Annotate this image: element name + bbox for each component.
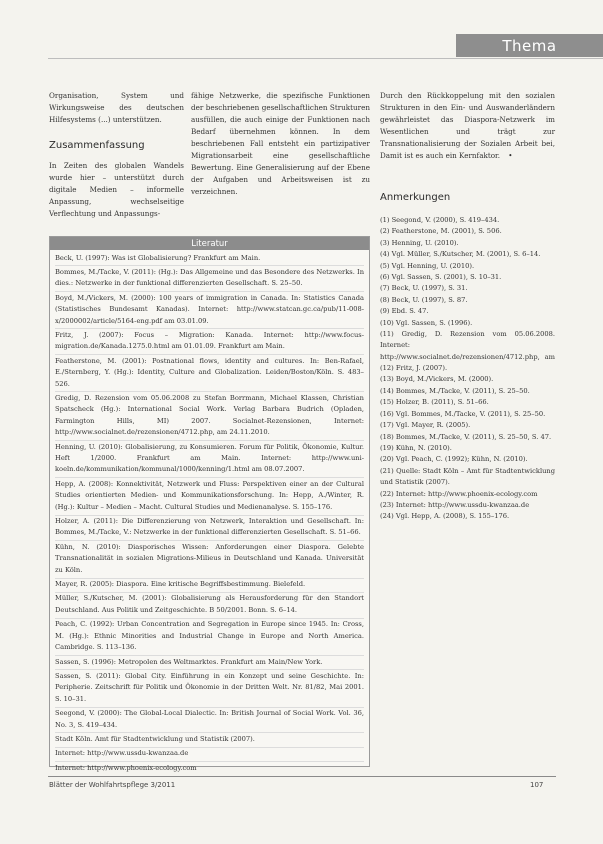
literature-entry: Stadt Köln. Amt für Stadtentwicklung und Statistik (2007). xyxy=(55,733,364,747)
note-item: (13) Boyd, M./Vickers, M. (2000). xyxy=(380,375,494,384)
literature-list xyxy=(50,250,369,776)
note-item: (12) Fritz, J. (2007). xyxy=(380,364,448,373)
literature-entry: Hepp, A. (2008): Konnektivität, Netzwerk und Fluss: Perspektiven einer an der Cultural Studies orientierten Medien- und Kommunikationsforschung. In: Hepp, A./Winter, R. (Hg.): Kultur – Medien – Macht. Cultural Studies und Medienanalyse. S. 155–176. xyxy=(55,478,364,515)
literature-entry: Featherstone, M. (2001): Postnational flows, identity and cultures. In: Ben-Rafael, E./Sternberg, Y. (Hg.): Identity, Culture and Globalization. Leiden/Boston/Köln. S. 483–526. xyxy=(55,355,364,392)
note-item: (10) Vgl. Sassen, S. (1996). xyxy=(380,318,473,327)
note-item: (2) Featherstone, M. (2001), S. 506. xyxy=(380,227,502,236)
continued-text: Organisation, System und Wirkungsweise des deutschen Hilfesystems (...) unterstützen. xyxy=(49,91,184,124)
page-number: 107 xyxy=(530,781,544,789)
note-item: (16) Vgl. Bommes, M./Tacke, V. (2011), S. 25–50. xyxy=(380,409,546,418)
literature-heading: Literatur xyxy=(50,237,369,250)
summary-block xyxy=(49,160,184,220)
column-left xyxy=(49,90,184,126)
note-item: (20) Vgl. Peach, C. (1992); Kühn, N. (2010). xyxy=(380,455,528,464)
footer-publication: Blätter der Wohlfahrtspflege 3/2011 xyxy=(49,781,176,789)
note-item: (1) Seegond, V. (2000), S. 419–434. xyxy=(380,216,500,224)
note-item: (11) Gredig, D. Rezension vom 05.06.2008. Internet: http://www.socialnet.de/rezensionen/4712.php, am xyxy=(380,330,555,361)
header-rule xyxy=(48,58,603,59)
literature-entry: Seegond, V. (2000): The Global-Local Dialectic. In: British Journal of Social Work. Vol. 36, No. 3, S. 419–434. xyxy=(55,708,364,734)
column-middle xyxy=(191,90,370,198)
literature-entry: Beck, U. (1997): Was ist Globalisierung? Frankfurt am Main. xyxy=(55,252,364,266)
note-item: (6) Vgl. Sassen, S. (2001), S. 10–31. xyxy=(380,273,502,282)
note-item: (15) Holzer, B. (2011), S. 51–66. xyxy=(380,398,489,407)
literature-entry: Kühn, N. (2010): Diasporisches Wissen: Anforderungen einer Diaspora. Gelebte Transnationalität in sozialen Migrations-Milieus in Deutschland und Kanada. Universität zu Köln. xyxy=(55,541,364,578)
notes-heading: Anmerkungen xyxy=(380,192,451,203)
middle-text: fähige Netzwerke, die spezifische Funktionen der beschriebenen gesellschaftlichen Strukturen ausfüllen, die auch einige der Funktionen nach Bedarf übernehmen können. In dem beschriebenen Fall entsteht ein partizipativer Migrationsarbeit eine gesellschaftliche Bewertung. Eine Generalisierung auf der Ebene der Aufgaben und Arbeitsweisen ist zu verzeichnen. xyxy=(191,91,370,196)
summary-heading: Zusammenfassung xyxy=(49,140,145,151)
note-item: (18) Bommes, M./Tacke, V. (2011), S. 25–50, S. 47. xyxy=(380,432,552,441)
literature-entry: Peach, C. (1992): Urban Concentration and Segregation in Europe since 1945. In: Cross, M. (Hg.): Ethnic Minorities and Industrial Change in Europe and North America. Cambridge. S. 113–136. xyxy=(55,619,364,656)
literature-entry: Boyd, M./Vickers, M. (2000): 100 years of immigration in Canada. In: Statistics Canada (Statistisches Bundesamt Kanadas). Internet: http://www.statcan.gc.ca/pub/11-008-x/2000002/article/5164-eng.pdf am 03.01.09. xyxy=(55,292,364,329)
literature-box xyxy=(49,236,370,772)
note-item: (21) Quelle: Stadt Köln – Amt für Stadtentwicklung und Statistik (2007). xyxy=(380,466,555,487)
right-text: Durch den Rückkoppelung mit den sozialen Strukturen in den Ein- und Auswanderländern gewährleistet das Diaspora-Netzwerk im Wesentlichen und trägt zur Transnationalisierung der Sozialen Arbeit bei, Damit ist es auch ein Kernfaktor. • xyxy=(380,91,555,160)
literature-entry: Henning, U. (2010): Globalisierung, zu Konsumieren. Forum für Politik, Ökonomie, Kultur. Heft 1/2000. Frankfurt am Main. Internet: http://www.uni-koeln.de/kommunikation/kommunal/1000/kenning/1.html am 08.07.2007. xyxy=(55,441,364,478)
literature-entry: Internet: http://www.phoenix-ecology.com xyxy=(55,763,197,772)
summary-text: In Zeiten des globalen Wandels wurde hier – unterstützt durch digitale Medien – informelle Anpassung, wechselseitige Verflechtung und Anpassungs- xyxy=(49,161,184,218)
note-item: (5) Vgl. Henning, U. (2010). xyxy=(380,261,475,270)
literature-entry: Sassen, S. (2011): Global City. Einführung in ein Konzept und seine Geschichte. In: Peripherie. Zeitschrift für Politik und Ökonomie in der Dritten Welt. Nr. 81/82, Mai 2001. S. 10–31. xyxy=(55,670,364,707)
literature-entry: Mayer, R. (2005): Diaspora. Eine kritische Begriffsbestimmung. Bielefeld. xyxy=(55,579,364,593)
note-item: (17) Vgl. Mayer, R. (2005). xyxy=(380,421,471,430)
note-item: (14) Bommes, M./Tacke, V. (2011), S. 25–50. xyxy=(380,386,530,395)
literature-entry: Bommes, M./Tacke, V. (2011): (Hg.): Das Allgemeine und das Besondere des Netzwerks. In dies.: Netzwerke in der funktional differenzierten Gesellschaft. S. 25–50. xyxy=(55,266,364,292)
literature-entry: Internet: http://www.ussdu-kwanzaa.de xyxy=(55,748,364,762)
literature-entry: Müller, S./Kutscher, M. (2001): Globalisierung als Herausforderung für den Standort Deutschland. Aus Politik und Zeitgeschichte. B 50/2001. Bonn. S. 6–14. xyxy=(55,593,364,619)
literature-entry: Sassen, S. (1996): Metropolen des Weltmarktes. Frankfurt am Main/New York. xyxy=(55,656,364,670)
note-item: (22) Internet: http://www.phoenix-ecology.com xyxy=(380,489,538,498)
section-tab: Thema xyxy=(456,34,603,57)
note-item: (7) Beck, U. (1997), S. 31. xyxy=(380,284,468,293)
notes-column xyxy=(380,205,555,523)
note-item: (4) Vgl. Müller, S./Kutscher, M. (2001), S. 6–14. xyxy=(380,250,541,259)
literature-entry: Fritz, J. (2007): Focus – Migration: Kanada. Internet: http://www.focus-migration.de/Kanada.1275.0.html am 01.01.09. Frankfurt am Main. xyxy=(55,329,364,355)
note-item: (8) Beck, U. (1997), S. 87. xyxy=(380,295,468,304)
end-bullet: • xyxy=(508,151,513,160)
note-item: (3) Henning, U. (2010). xyxy=(380,238,459,247)
literature-entry: Gredig, D. Rezension vom 05.06.2008 zu Stefan Borrmann, Michael Klassen, Christian Spatscheck (Hg.): International Social Work. Verlag Barbara Budrich (Opladen, Farmington Hills, MI) 2007. Socialnet-Rezensionen, Internet: http://www.socialnet.de/rezensionen/4712.php, am 24.11.2010. xyxy=(55,392,364,441)
note-item: (9) Ebd. S. 47. xyxy=(380,307,429,316)
footer-rule xyxy=(48,776,556,777)
notes-list xyxy=(380,215,555,523)
note-item: (19) Kühn, N. (2010). xyxy=(380,443,452,452)
note-item: (23) Internet: http://www.ussdu-kwanzaa.de xyxy=(380,500,530,509)
literature-entry: Holzer, A. (2011): Die Differenzierung von Netzwerk, Interaktion und Gesellschaft. In: Bommes, M./Tacke, V.: Netzwerke in der funktional differenzierten Gesellschaft. S. 51–66. xyxy=(55,516,364,542)
column-right xyxy=(380,90,555,162)
note-item: (24) Vgl. Hepp, A. (2008), S. 155–176. xyxy=(380,512,510,521)
